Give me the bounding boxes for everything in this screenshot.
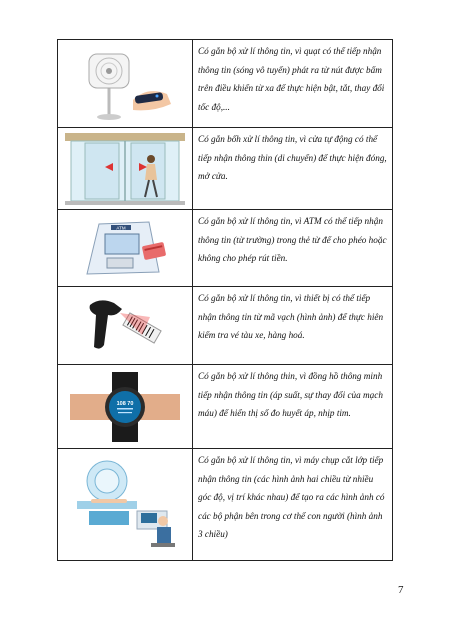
image-cell xyxy=(58,40,193,128)
table-row xyxy=(58,40,393,128)
atm-sign: ATM xyxy=(116,225,126,231)
fan-with-remote-image xyxy=(75,46,175,122)
image-cell xyxy=(58,210,193,287)
table-row xyxy=(58,128,393,210)
table-row xyxy=(58,449,393,561)
description-cell: Có gắn bốh xử lí thông tin, vì cửa tự động có thể tiếp nhận thông thin (di chuyển) để thực hiện đóng, mở cửa. xyxy=(193,128,393,210)
info-processing-table xyxy=(57,39,393,561)
description-cell: Có gắn bộ xử lí thông tin, vì ATM có thể tiếp nhận thông tin (từ trường) trong thẻ từ để cho phéo hoặc không cho phép rút tiền. xyxy=(193,210,393,287)
description-cell: Có gắn bộ xử lí thông tin, vì thiết bị có thể tiếp nhận thông tin từ mã vạch (hình ảnh) để thực hiên kiểm tra vé tàu xe, hàng hoá. xyxy=(193,287,393,365)
image-cell xyxy=(58,128,193,210)
description-cell: Có gắn bộ xử lí thông tin, vì máy chụp cắt lớp tiếp nhận thông tin (các hình ảnh hai chiều từ nhiều góc độ, vị trí khác nhau) để tạo ra các hình ảnh có các bộ phận bên trong cơ thể con người (hình ảnh 3 chiều) xyxy=(193,449,393,561)
watch-screen-readout: 108 70 xyxy=(116,400,134,407)
table-row xyxy=(58,210,393,287)
image-cell xyxy=(58,287,193,365)
image-cell xyxy=(58,449,193,561)
atm-card-image xyxy=(75,216,175,280)
table-row xyxy=(58,365,393,449)
automatic-door-image xyxy=(65,133,185,205)
description-cell: Có gắn bộ xử lí thông thin, vì đồng hồ thông minh tiếp nhận thông tin (áp suất, sự thay đổi của mạch máu) để hiển thị số đo huyết áp, nhịp tim. xyxy=(193,365,393,449)
ct-scanner-image xyxy=(67,455,183,555)
table-row xyxy=(58,287,393,365)
barcode-scanner-image xyxy=(80,291,170,361)
image-cell xyxy=(58,365,193,449)
smartwatch-image xyxy=(70,372,180,442)
page-number: 7 xyxy=(398,584,404,596)
description-cell: Có gắn bộ xử lí thông tin, vì quạt có thể tiếp nhận thông tin (sóng vô tuyến) phát ra từ nút được bấm trên điều khiển từ xa để thực hiện bật, tắt, thay đổi tốc độ,... xyxy=(193,40,393,128)
